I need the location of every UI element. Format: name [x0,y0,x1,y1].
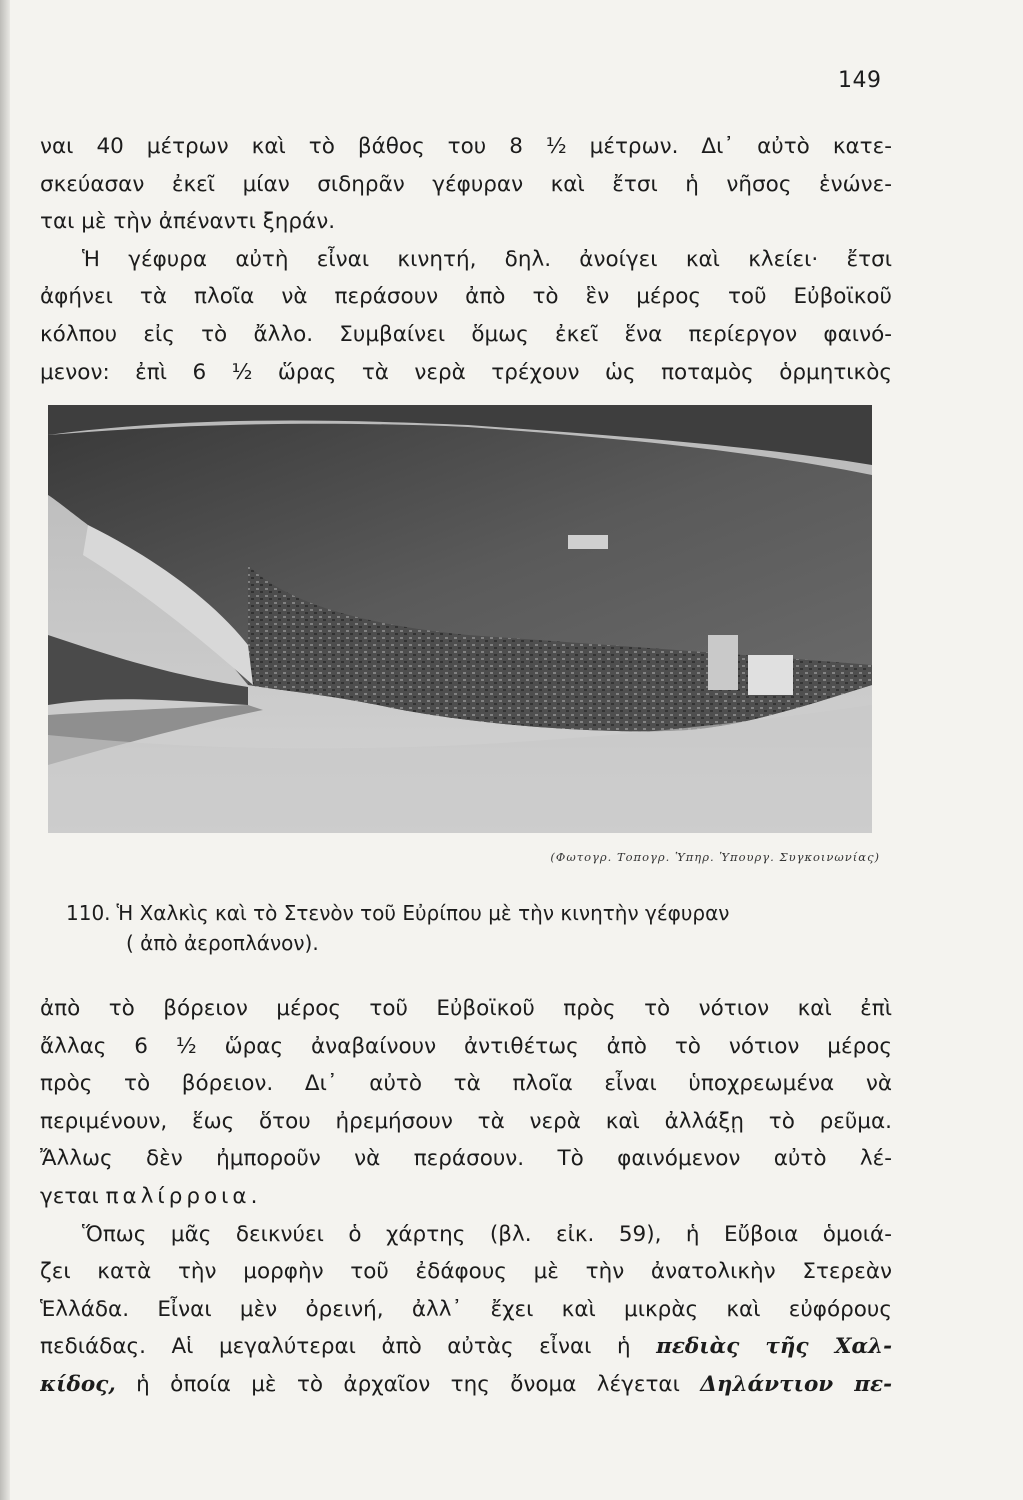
photo-credit: (Φωτογρ. Τοπογρ. Ὑπηρ. Ὑπουργ. Συγκοινωνίας) [550,850,880,864]
aerial-photo-drawing [48,405,872,833]
text-line: Ὅπως μᾶς δεικνύει ὁ χάρτης (βλ. εἰκ. 59), ἡ Εὔβοια ὁμοιά- [82,1221,892,1247]
text-line: Ἑλλάδα. Εἶναι μὲν ὀρεινή, ἀλλ᾿ ἔχει καὶ μικρὰς καὶ εὐφόρους [40,1296,892,1322]
caption-line-2: ( ἀπὸ ἀεροπλάνον). [126,931,319,955]
caption-line-1 [66,898,878,928]
text-span: πεδιάδας. Αἱ μεγαλύτεραι ἀπὸ αὐτὰς εἶναι ἡ [40,1334,657,1360]
text-line: κόλπου εἰς τὸ ἄλλο. Συμβαίνει ὅμως ἐκεῖ ἕνα περίεργον φαινό- [40,321,892,347]
bold-term: πεδιὰς τῆς Χαλ- [656,1334,892,1360]
text-span: ἡ ὁποία μὲ τὸ ἀρχαῖον της ὄνομα λέγεται [115,1371,701,1397]
text-span: γεται [40,1183,106,1209]
page-number: 149 [838,68,882,93]
text-line: ται μὲ τὴν ἀπέναντι ξηράν. [40,209,336,235]
text-line: ἀφήνει τὰ πλοῖα νὰ περάσουν ἀπὸ τὸ ἓν μέρος τοῦ Εὐβοϊκοῦ [40,284,892,310]
text-line [40,1328,892,1366]
text-line: πρὸς τὸ βόρειον. Δι᾿ αὐτὸ τὰ πλοῖα εἶναι ὑποχρεωμένα νὰ [40,1071,892,1097]
aerial-photo [48,405,872,833]
text-line [40,1366,892,1404]
bold-term: κίδος, [40,1371,116,1397]
text-line: ἄλλας 6 ½ ὥρας ἀναβαίνουν ἀντιθέτως ἀπὸ τὸ νότιον μέρος [40,1033,892,1059]
page-edge [0,0,10,1500]
figure-caption [66,898,878,958]
text-line: μενον: ἐπὶ 6 ½ ὥρας τὰ νερὰ τρέχουν ὡς ποταμὸς ὁρμητικὸς [40,359,892,385]
text-line: σκεύασαν ἐκεῖ μίαν σιδηρᾶν γέφυραν καὶ ἔτσι ἡ νῆσος ἑνώνε- [40,171,892,197]
top-paragraph [40,128,892,391]
text-line: ναι 40 μέτρων καὶ τὸ βάθος του 8 ½ μέτρων. Δι᾿ αὐτὸ κατε- [40,134,892,159]
text-line [40,1178,892,1216]
caption-text: Ἡ Χαλκὶς καὶ τὸ Στενὸν τοῦ Εὐρίπου μὲ τὴν κινητὴν γέφυραν [116,901,730,925]
figure-number: 110. [66,901,111,925]
bold-term: Δηλάντιον πε- [700,1371,892,1397]
text-line: ζει κατὰ τὴν μορφὴν τοῦ ἐδάφους μὲ τὴν ἀνατολικὴν Στερεὰν [40,1259,892,1285]
text-line: Ἡ γέφυρα αὐτὴ εἶναι κινητή, δηλ. ἀνοίγει καὶ κλείει· ἔτσι [82,246,892,272]
text-line: περιμένουν, ἕως ὅτου ἠρεμήσουν τὰ νερὰ καὶ ἀλλάξῃ τὸ ρεῦμα. [40,1108,892,1134]
text-line: ἀπὸ τὸ βόρειον μέρος τοῦ Εὐβοϊκοῦ πρὸς τὸ νότιον καὶ ἐπὶ [40,996,892,1021]
text-line: Ἄλλως δὲν ἠμποροῦν νὰ περάσουν. Τὸ φαινόμενον αὐτὸ λέ- [40,1146,892,1172]
bottom-paragraph [40,990,892,1404]
spaced-term: παλίρροια. [105,1183,262,1209]
